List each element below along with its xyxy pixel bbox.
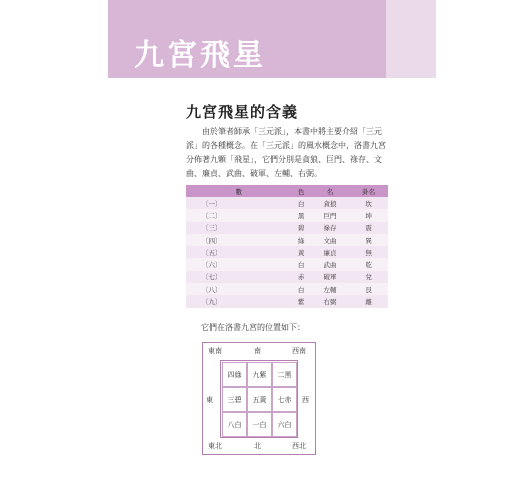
table-row xyxy=(186,246,388,258)
table-row xyxy=(186,271,388,283)
chapter-banner-accent xyxy=(386,0,436,78)
row-name: 右弼 xyxy=(311,295,350,307)
row-color: 紫 xyxy=(291,295,310,307)
table-row xyxy=(186,258,388,270)
palace-center: 五黃 xyxy=(247,387,272,412)
table-row xyxy=(186,197,388,209)
row-color: 白 xyxy=(291,258,310,270)
direction-southeast: 東南 xyxy=(208,347,222,355)
table-row xyxy=(186,234,388,246)
row-number: 〔一〕 xyxy=(186,197,291,209)
row-number: 〔九〕 xyxy=(186,295,291,307)
row-trigram: 震 xyxy=(349,222,388,234)
palace-south: 九紫 xyxy=(247,362,272,387)
row-color: 碧 xyxy=(291,222,310,234)
row-name: 巨門 xyxy=(311,209,350,221)
direction-north: 北 xyxy=(254,442,261,450)
row-color: 白 xyxy=(291,197,310,209)
row-name: 破軍 xyxy=(311,271,350,283)
direction-south: 南 xyxy=(254,347,261,355)
palace-east: 三碧 xyxy=(222,387,247,412)
palace-northeast: 八白 xyxy=(222,412,247,437)
flying-stars-table xyxy=(186,185,388,308)
palace-southeast: 四綠 xyxy=(222,362,247,387)
row-trigram: 艮 xyxy=(349,283,388,295)
row-trigram: 兌 xyxy=(349,271,388,283)
row-color: 赤 xyxy=(291,271,310,283)
row-name: 貪狼 xyxy=(311,197,350,209)
row-color: 綠 xyxy=(291,234,310,246)
palace-west: 七赤 xyxy=(272,387,297,412)
direction-northwest: 西北 xyxy=(292,442,306,450)
row-name: 文曲 xyxy=(311,234,350,246)
row-color: 黃 xyxy=(291,246,310,258)
row-trigram: 巽 xyxy=(349,234,388,246)
row-name: 左輔 xyxy=(311,283,350,295)
palace-southwest: 二黑 xyxy=(272,362,297,387)
header-color: 色 xyxy=(291,185,310,197)
intro-paragraph: 由於筆者師承「三元派」，本書中將主要介紹「三元派」的各種概念。在「三元派」的風水概念中，洛書九宮分佈著九顆「飛星」，它們分別是貪狼、巨門、祿存、文曲、廉貞、武曲、破軍、左輔、右弼。 xyxy=(186,127,386,178)
row-trigram: 坎 xyxy=(349,197,388,209)
palace-northwest: 六白 xyxy=(272,412,297,437)
row-trigram: 乾 xyxy=(349,258,388,270)
direction-southwest: 西南 xyxy=(292,347,306,355)
table-row xyxy=(186,222,388,234)
row-name: 廉貞 xyxy=(311,246,350,258)
row-number: 〔八〕 xyxy=(186,283,291,295)
row-trigram: 離 xyxy=(349,295,388,307)
row-number: 〔四〕 xyxy=(186,234,291,246)
row-name: 祿存 xyxy=(311,222,350,234)
diagram-caption: 它們在洛書九宮的位置如下： xyxy=(201,323,305,332)
luoshu-grid xyxy=(222,362,297,437)
row-trigram: 坤 xyxy=(349,209,388,221)
row-number: 〔七〕 xyxy=(186,271,291,283)
chapter-title: 九宮飛星 xyxy=(134,38,266,73)
table-header-row xyxy=(186,185,388,197)
row-name: 武曲 xyxy=(311,258,350,270)
row-number: 〔五〕 xyxy=(186,246,291,258)
row-color: 黑 xyxy=(291,209,310,221)
direction-northeast: 東北 xyxy=(208,442,222,450)
table-row xyxy=(186,209,388,221)
header-name: 名 xyxy=(311,185,350,197)
section-title: 九宮飛星的含義 xyxy=(186,103,299,121)
row-color: 白 xyxy=(291,283,310,295)
direction-west: 西 xyxy=(302,396,309,404)
header-trigram: 卦名 xyxy=(349,185,388,197)
row-number: 〔三〕 xyxy=(186,222,291,234)
table-row xyxy=(186,295,388,307)
table-row xyxy=(186,283,388,295)
row-number: 〔六〕 xyxy=(186,258,291,270)
header-number: 數 xyxy=(186,185,291,197)
palace-north: 一白 xyxy=(247,412,272,437)
row-trigram: 無 xyxy=(349,246,388,258)
direction-east: 東 xyxy=(206,396,213,404)
row-number: 〔二〕 xyxy=(186,209,291,221)
